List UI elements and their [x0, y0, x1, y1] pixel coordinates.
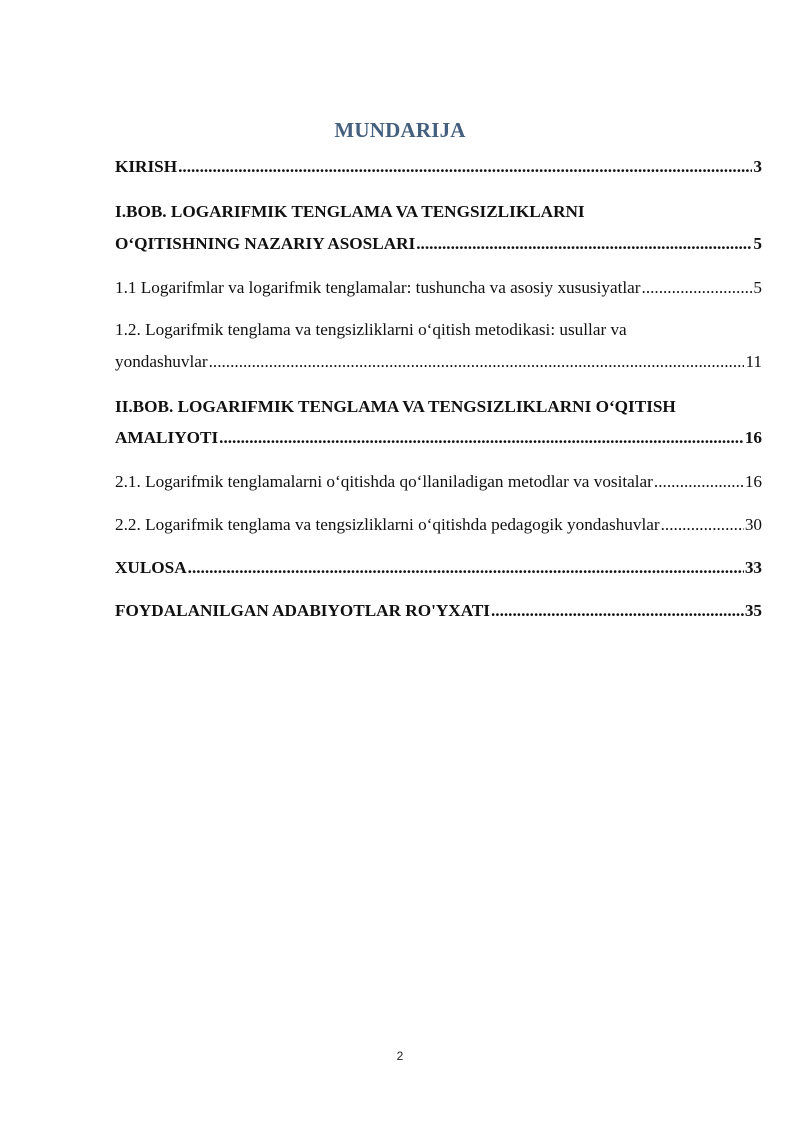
dot-leader [178, 156, 752, 178]
dot-leader [188, 557, 744, 579]
dot-leader [219, 427, 744, 449]
toc-entry-page: 30 [744, 515, 762, 534]
toc-entry-page: 35 [744, 601, 762, 620]
toc-entry-label: KIRISH [115, 157, 178, 176]
toc-entry-page: 5 [753, 278, 762, 297]
dot-leader [491, 600, 744, 622]
toc-entry-bob1[interactable] [115, 233, 762, 255]
page-number: 2 [396, 1049, 404, 1063]
toc-entry-label: O‘QITISHNING NAZARIY ASOSLARI [115, 234, 416, 253]
toc-entry-page: 16 [744, 472, 762, 491]
toc-entry-2-1[interactable] [115, 471, 762, 493]
dot-leader [416, 233, 752, 255]
toc-entry-label: 1.1 Logarifmlar va logarifmik tenglamalar: tushuncha va asosiy xususiyatlar [115, 278, 641, 297]
toc-entry-label: yondashuvlar [115, 352, 208, 371]
toc-entry-page: 3 [753, 157, 762, 176]
toc-entry-label: 2.1. Logarifmik tenglamalarni o‘qitishda qo‘llaniladigan metodlar va vositalar [115, 472, 653, 491]
dot-leader [661, 514, 744, 536]
toc-entry-page: 5 [753, 234, 762, 253]
toc-entry-page: 16 [744, 428, 762, 447]
dot-leader [654, 471, 744, 493]
toc-entry-bob2[interactable] [115, 427, 762, 449]
toc-entry-page: 11 [745, 352, 762, 371]
toc-entry-label: AMALIYOTI [115, 428, 219, 447]
toc-title: MUNDARIJA [334, 118, 466, 142]
toc-entry-label: FOYDALANILGAN ADABIYOTLAR RO'YXATI [115, 601, 490, 620]
toc-entry-page: 33 [744, 558, 762, 577]
dot-leader [209, 351, 745, 373]
toc-entry-label: 2.2. Logarifmik tenglama va tengsizliklarni o‘qitishda pedagogik yondashuvlar [115, 515, 660, 534]
toc-entry-kirish[interactable] [115, 156, 762, 178]
dot-leader [642, 277, 753, 299]
toc-entry-adabiyotlar[interactable] [115, 600, 762, 622]
toc-entry-2-2[interactable] [115, 514, 762, 536]
toc-entry-xulosa[interactable] [115, 557, 762, 579]
toc-entry-1-1[interactable] [115, 277, 762, 299]
toc-entry-label: XULOSA [115, 558, 187, 577]
toc-entry-bob1-line1[interactable]: I.BOB. LOGARIFMIK TENGLAMA VA TENGSIZLIKLARNI [115, 202, 585, 221]
toc-entry-1-2[interactable] [115, 351, 762, 373]
toc-entry-bob2-line1[interactable]: II.BOB. LOGARIFMIK TENGLAMA VA TENGSIZLIKLARNI O‘QITISH [115, 397, 676, 416]
toc-entry-1-2-line1[interactable]: 1.2. Logarifmik tenglama va tengsizliklarni o‘qitish metodikasi: usullar va [115, 320, 627, 339]
